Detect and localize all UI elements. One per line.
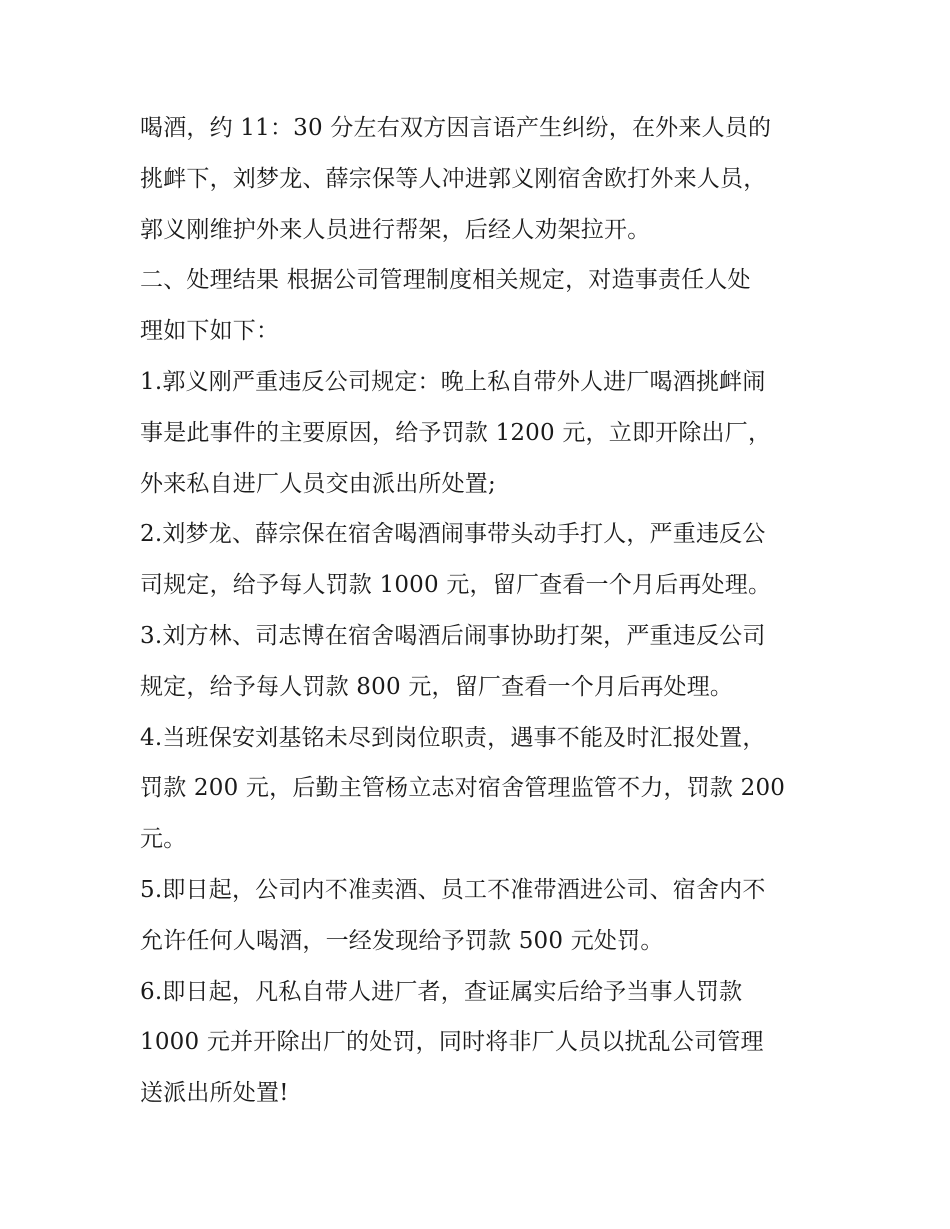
list-item-4-line: 4.当班保安刘基铭未尽到岗位职责，遇事不能及时汇报处置，	[140, 724, 766, 751]
list-item-5-line: 5.即日起，公司内不准卖酒、员工不准带酒进公司、宿舍内不	[140, 876, 766, 903]
text-line: 郭义刚维护外来人员进行帮架，后经人劝架拉开。	[140, 216, 651, 243]
text-line: 允许任何人喝酒，一经发现给予罚款 500 元处罚。	[140, 927, 664, 954]
text-line: 元。	[140, 826, 187, 853]
text-line: 罚款 200 元，后勤主管杨立志对宿舍管理监管不力，罚款 200	[140, 775, 786, 802]
list-item-1-line: 1.郭义刚严重违反公司规定：晚上私自带外人进厂喝酒挑衅闹	[140, 368, 766, 395]
text-line: 送派出所处置!	[140, 1080, 289, 1107]
text-line: 事是此事件的主要原因，给予罚款 1200 元，立即开除出厂，	[140, 419, 772, 446]
document-body	[140, 103, 810, 1119]
text-line: 规定，给予每人罚款 800 元，留厂查看一个月后再处理。	[140, 673, 734, 700]
list-item-6-line: 6.即日起，凡私自带人进厂者，查证属实后给予当事人罚款	[140, 978, 743, 1005]
text-line: 挑衅下，刘梦龙、薛宗保等人冲进郭义刚宿舍欧打外来人员，	[140, 165, 767, 192]
list-item-3-line: 3.刘方林、司志博在宿舍喝酒后闹事协助打架，严重违反公司	[140, 622, 766, 649]
list-item-2-line: 2.刘梦龙、薛宗保在宿舍喝酒闹事带头动手打人，严重违反公	[140, 521, 766, 548]
text-line: 外来私自进厂人员交由派出所处置;	[140, 470, 496, 497]
text-line: 理如下如下：	[140, 318, 280, 345]
text-line: 喝酒，约 11：30 分左右双方因言语产生纠纷，在外来人员的	[140, 115, 772, 141]
text-line: 司规定，给予每人罚款 1000 元，留厂查看一个月后再处理。	[140, 572, 772, 599]
text-line: 1000 元并开除出厂的处罚，同时将非厂人员以扰乱公司管理	[140, 1029, 764, 1056]
section-heading-line: 二、处理结果 根据公司管理制度相关规定，对造事责任人处	[140, 267, 751, 294]
